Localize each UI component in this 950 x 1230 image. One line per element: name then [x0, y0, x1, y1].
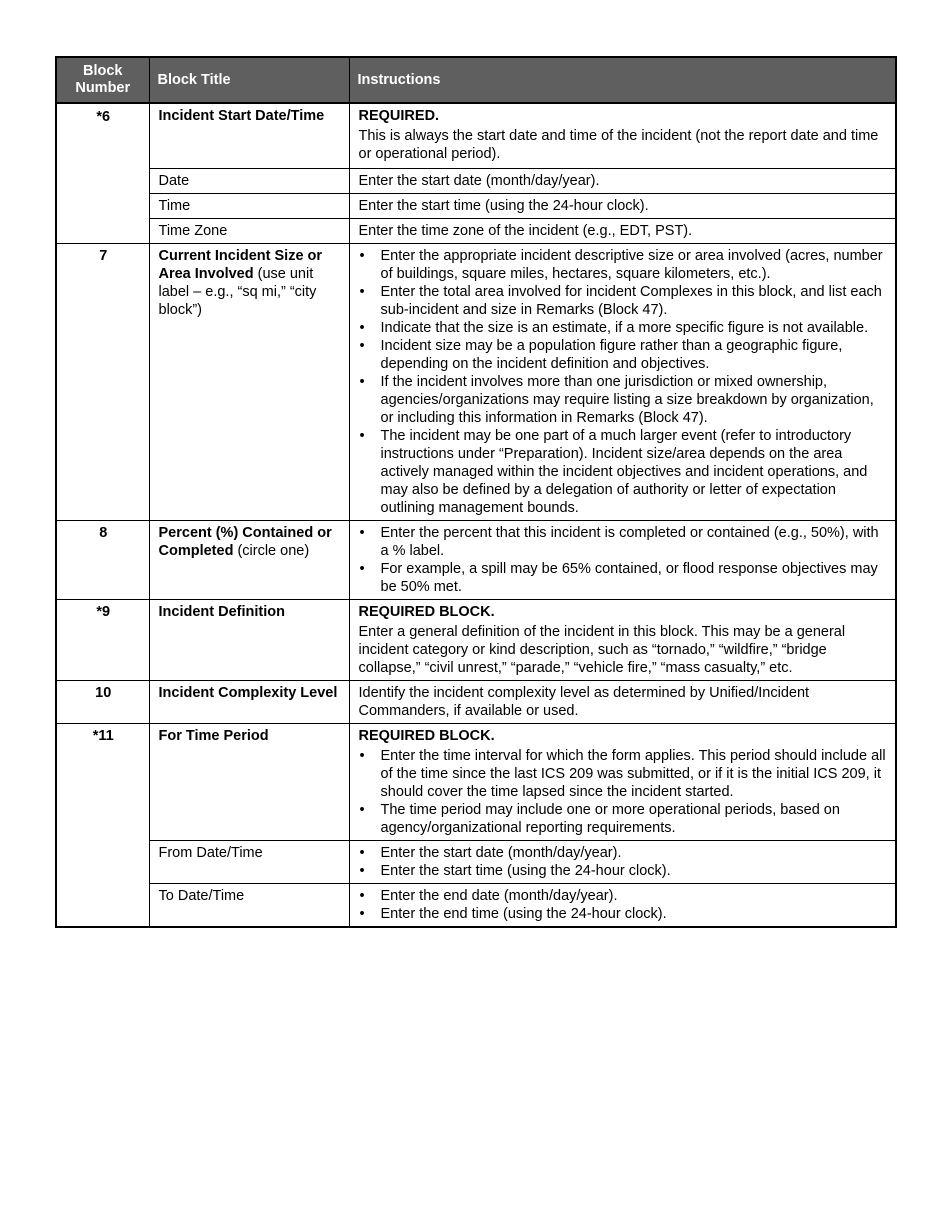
sub-title: Time — [149, 194, 349, 219]
table-subrow — [56, 219, 896, 244]
table-subrow — [56, 841, 896, 884]
list-item: • For example, a spill may be 65% contained, or flood response objectives may be 50% met. — [359, 560, 888, 596]
block-instructions — [349, 244, 896, 521]
instruction-list — [359, 844, 888, 880]
block-title — [149, 103, 349, 169]
table-row — [56, 600, 896, 681]
instructions-table — [55, 56, 897, 928]
list-item: • Enter the time interval for which the form applies. This period should include all of the time since the last ICS 209 was submitted, or if it is the initial ICS 209, it should cover the time lapsed since the incident started. — [359, 747, 888, 801]
block-title — [149, 681, 349, 724]
block-number-blank — [56, 169, 149, 194]
block-title-bold: Incident Start Date/Time — [158, 108, 325, 124]
block-number: 10 — [56, 681, 149, 724]
instruction-list — [359, 524, 888, 596]
block-instructions — [349, 681, 896, 724]
sub-instruction: Enter the start time (using the 24-hour clock). — [349, 194, 896, 219]
sub-title: Time Zone — [149, 219, 349, 244]
table-row — [56, 244, 896, 521]
block-title-bold: For Time Period — [158, 728, 269, 744]
sub-title: From Date/Time — [149, 841, 349, 884]
sub-instruction — [349, 884, 896, 928]
block-title-note: (circle one) — [233, 543, 310, 559]
sub-instruction — [349, 841, 896, 884]
block-title-bold: Incident Complexity Level — [158, 685, 338, 701]
block-title-bold: Current Incident Size or Area Involved — [158, 248, 323, 282]
table-row — [56, 724, 896, 841]
block-number: *9 — [56, 600, 149, 681]
list-item: • Enter the start time (using the 24-hour clock). — [359, 862, 888, 880]
header-block-number: Block Number — [56, 57, 149, 103]
table-row — [56, 103, 896, 169]
instruction-text: This is always the start date and time of the incident (not the report date and time or operational period). — [358, 128, 879, 162]
table-header-row — [56, 57, 896, 103]
required-label: REQUIRED BLOCK. — [358, 604, 495, 620]
list-item: • Indicate that the size is an estimate, if a more specific figure is not available. — [359, 319, 888, 337]
list-item: • The time period may include one or more operational periods, based on agency/organizational reporting requirements. — [359, 801, 888, 837]
table-subrow — [56, 884, 896, 928]
block-instructions — [349, 600, 896, 681]
table-subrow — [56, 194, 896, 219]
block-number: 7 — [56, 244, 149, 521]
block-instructions — [349, 724, 896, 841]
sub-title: To Date/Time — [149, 884, 349, 928]
header-instructions: Instructions — [349, 57, 896, 103]
block-number: 8 — [56, 521, 149, 600]
block-title-note: (use unit label – e.g., “sq mi,” “city block”) — [158, 266, 317, 318]
list-item: • Enter the end date (month/day/year). — [359, 887, 888, 905]
sub-instruction: Enter the start date (month/day/year). — [349, 169, 896, 194]
list-item: • Enter the start date (month/day/year). — [359, 844, 888, 862]
block-title — [149, 244, 349, 521]
block-number-blank — [56, 884, 149, 928]
instruction-list — [359, 887, 888, 923]
block-instructions — [349, 103, 896, 169]
block-number-blank — [56, 219, 149, 244]
block-number: *6 — [56, 103, 149, 169]
instruction-text: Identify the incident complexity level as determined by Unified/Incident Commanders, if available or used. — [358, 685, 810, 719]
block-number-blank — [56, 841, 149, 884]
table-row — [56, 681, 896, 724]
list-item: • Enter the total area involved for incident Complexes in this block, and list each sub-incident and size in Remarks (Block 47). — [359, 283, 888, 319]
list-item: • Enter the end time (using the 24-hour clock). — [359, 905, 888, 923]
block-title — [149, 521, 349, 600]
block-number-blank — [56, 194, 149, 219]
block-title — [149, 724, 349, 841]
block-title-bold: Incident Definition — [158, 604, 285, 620]
block-title-bold: Percent (%) Contained or Completed — [158, 525, 332, 559]
list-item: • Incident size may be a population figure rather than a geographic figure, depending on the incident definition and objectives. — [359, 337, 888, 373]
instruction-text: Enter a general definition of the incident in this block. This may be a general incident category or kind description, such as “tornado,” “wildfire,” “bridge collapse,” “civil unrest,” “parade,” “vehicle fire,” “mass casualty,” etc. — [358, 624, 846, 676]
block-instructions — [349, 521, 896, 600]
header-block-title: Block Title — [149, 57, 349, 103]
table-subrow — [56, 169, 896, 194]
block-number: *11 — [56, 724, 149, 841]
table-row — [56, 521, 896, 600]
sub-instruction: Enter the time zone of the incident (e.g., EDT, PST). — [349, 219, 896, 244]
required-label: REQUIRED BLOCK. — [358, 728, 495, 744]
block-title — [149, 600, 349, 681]
list-item: • The incident may be one part of a much larger event (refer to introductory instructions under “Preparation). Incident size/area depends on the area actively managed within the incident objectives and incident operations, and may also be defined by a delegation of authority or letter of expectation outlining management bounds. — [359, 427, 888, 517]
required-label: REQUIRED. — [358, 108, 440, 124]
list-item: • Enter the appropriate incident descriptive size or area involved (acres, number of buildings, square miles, hectares, square kilometers, etc.). — [359, 247, 888, 283]
list-item: • Enter the percent that this incident is completed or contained (e.g., 50%), with a % label. — [359, 524, 888, 560]
list-item: • If the incident involves more than one jurisdiction or mixed ownership, agencies/organizations may require listing a size breakdown by organization, or including this information in Remarks (Block 47). — [359, 373, 888, 427]
sub-title: Date — [149, 169, 349, 194]
instruction-list — [359, 747, 888, 837]
instruction-list — [359, 247, 888, 517]
